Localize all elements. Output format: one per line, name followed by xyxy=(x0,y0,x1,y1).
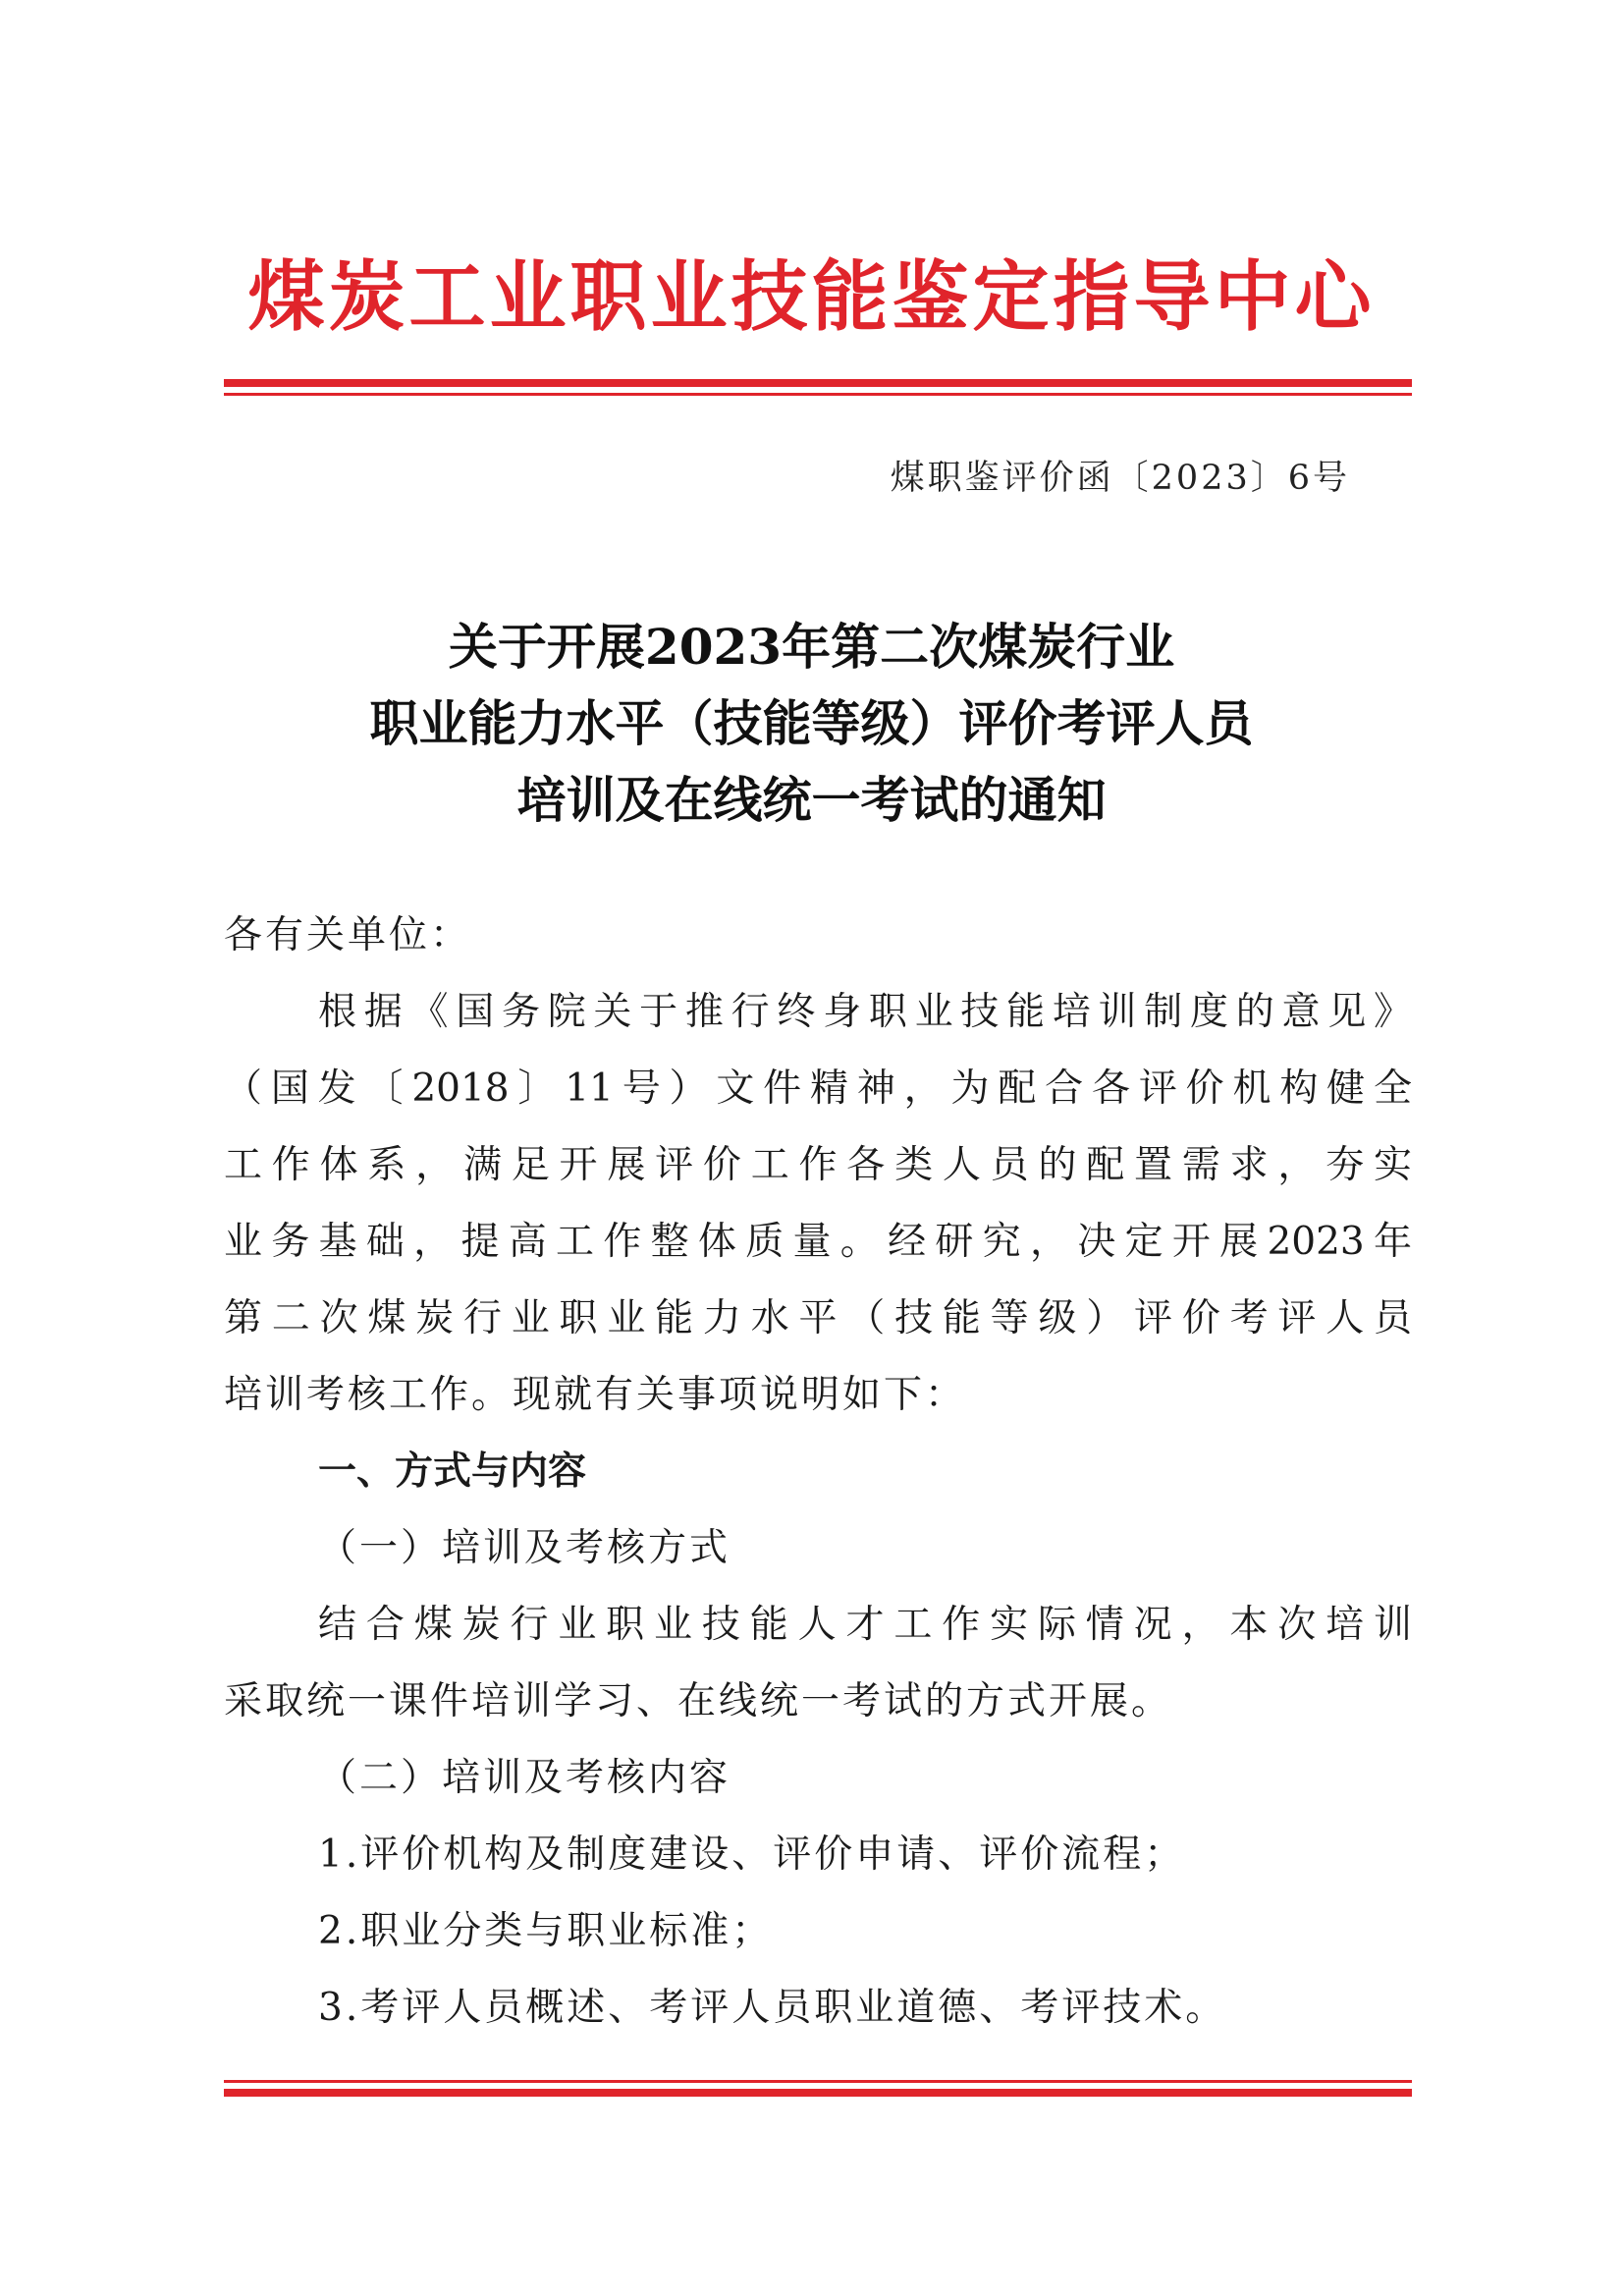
notice-body xyxy=(224,898,1412,2047)
notice-title-line: 职业能力水平（技能等级）评价考评人员 xyxy=(369,694,1254,752)
notice-title xyxy=(0,609,1623,839)
paragraph-line: 采取统一课件培训学习、在线统一考试的方式开展。 xyxy=(224,1679,1173,1723)
paragraph-line: 业务基础，提高工作整体质量。经研究，决定开展2023年 xyxy=(224,1220,1412,1264)
salutation: 各有关单位： xyxy=(224,913,472,957)
notice-title-line: 培训及在线统一考试的通知 xyxy=(516,771,1107,829)
list-item: 2.职业分类与职业标准； xyxy=(318,1909,774,1953)
paragraph-line: 结合煤炭行业职业技能人才工作实际情况，本次培训 xyxy=(318,1603,1412,1647)
list-item: 1.评价机构及制度建设、评价申请、评价流程； xyxy=(318,1832,1186,1877)
document-number: 煤职鉴评价函〔2023〕6号 xyxy=(890,459,1350,498)
paragraph-line: 第二次煤炭行业职业能力水平（技能等级）评价考评人员 xyxy=(224,1296,1412,1340)
list-item: 3.考评人员概述、考评人员职业道德、考评技术。 xyxy=(318,1986,1227,2030)
notice-title-line: 关于开展2023年第二次煤炭行业 xyxy=(448,618,1175,676)
paragraph-line: （国发〔2018〕11号）文件精神，为配合各评价机构健全 xyxy=(224,1066,1412,1111)
paragraph-line: 根据《国务院关于推行终身职业技能培训制度的意见》 xyxy=(318,990,1412,1034)
paragraph-line: 工作体系，满足开展评价工作各类人员的配置需求，夯实 xyxy=(224,1143,1412,1187)
subsection-heading: （一）培训及考核方式 xyxy=(318,1526,731,1570)
org-name-header: 煤炭工业职业技能鉴定指导中心 xyxy=(247,253,1376,342)
paragraph-line: 培训考核工作。现就有关事项说明如下： xyxy=(224,1373,967,1417)
header-rule-thin xyxy=(224,393,1412,396)
header-rule-thick xyxy=(224,379,1412,387)
footer-rule-thin xyxy=(224,2080,1412,2083)
subsection-heading: （二）培训及考核内容 xyxy=(318,1756,731,1800)
footer-rule-thick xyxy=(224,2089,1412,2097)
section-heading: 一、方式与内容 xyxy=(318,1449,587,1494)
